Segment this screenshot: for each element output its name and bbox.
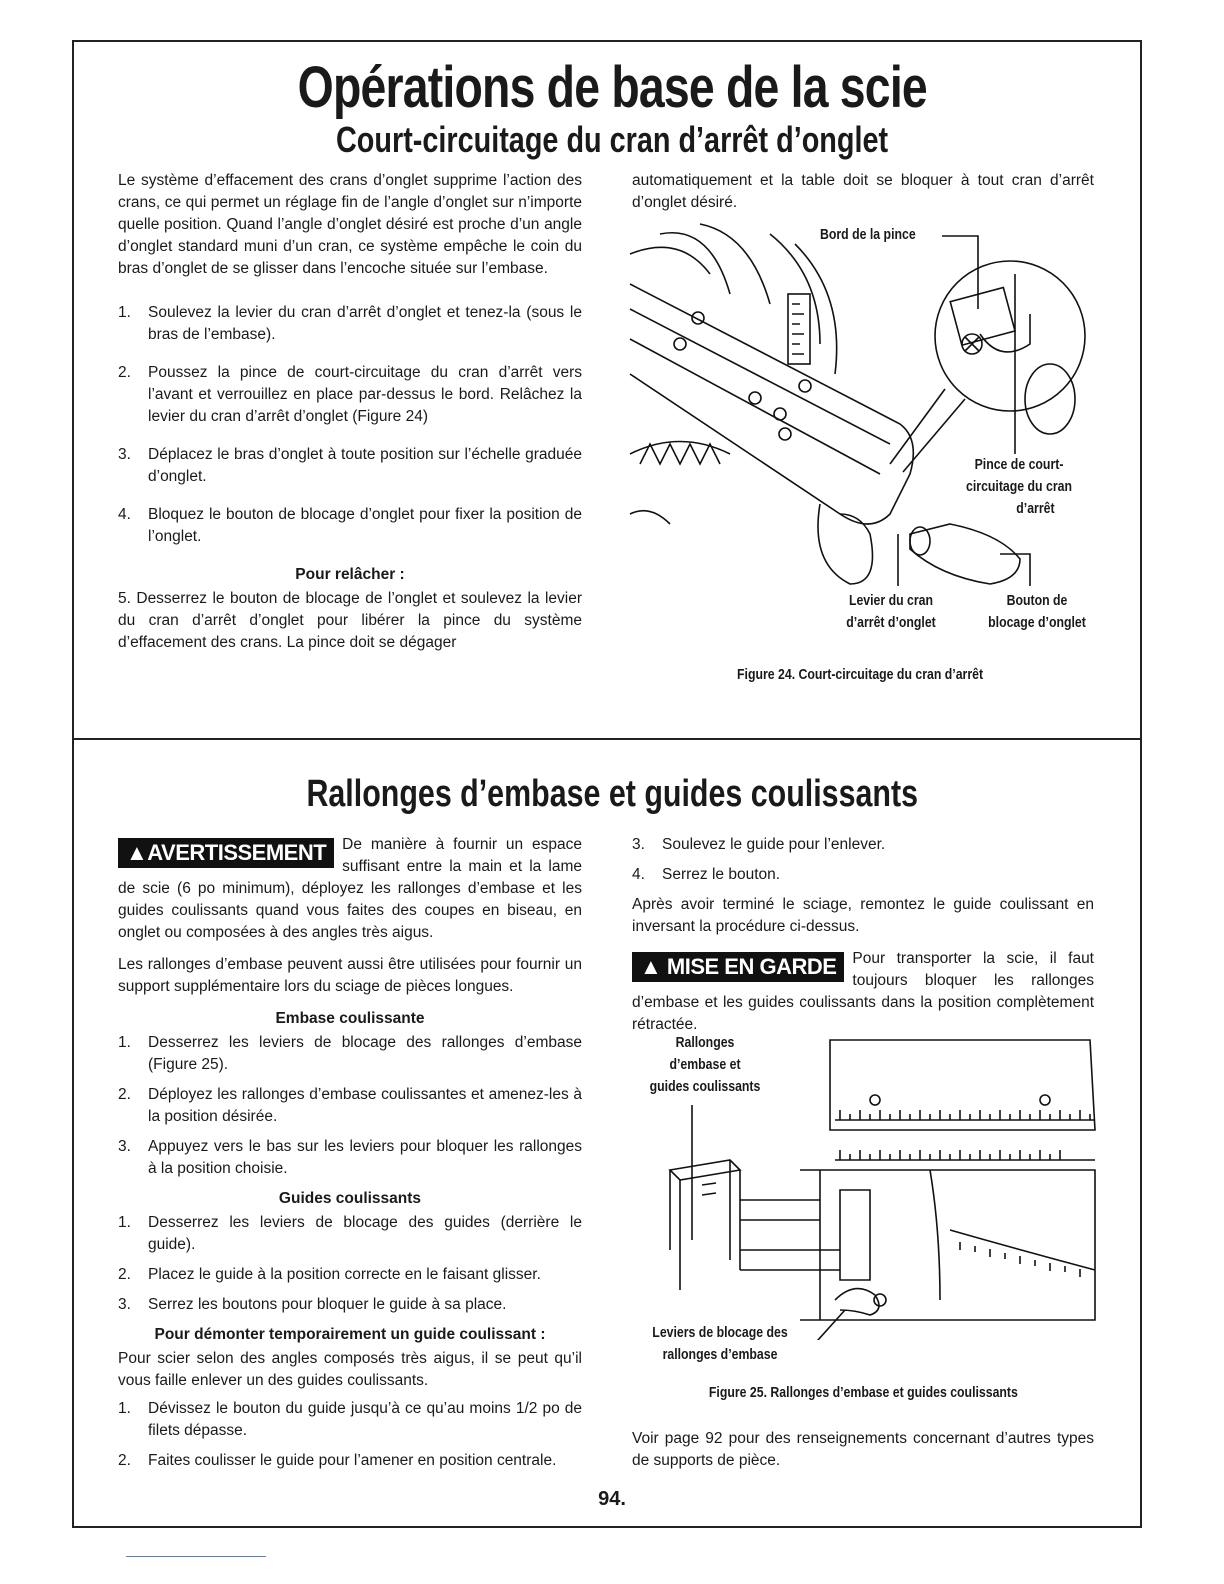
- release-step: 5. Desserrez le bouton de blocage de l’onglet et soulevez la levier du cran d’arrêt d’onglet pour libérer la pince du système d’effacement des crans. La pince doit se dégager: [118, 590, 582, 651]
- section1-left-column: [118, 170, 582, 664]
- label-extensions: Rallonges d’embase et guides coulissants: [649, 1034, 761, 1095]
- embase-heading: Embase coulissante: [275, 1010, 425, 1027]
- label-detent-lever: Levier du cran d’arrêt d’onglet: [846, 592, 936, 631]
- guides-heading: Guides coulissants: [278, 1190, 422, 1207]
- caution-badge: ▲ MISE EN GARDE: [632, 952, 844, 982]
- after-text: Après avoir terminé le sciage, remontez le guide coulissant en inversant la procédure ci-dessus.: [632, 896, 1094, 935]
- remove-intro: Pour scier selon des angles composés très aigus, il se peut qu’il vous faille enlever un des guides coulissants.: [118, 1350, 582, 1389]
- section2-left-column: [118, 834, 582, 1480]
- extensions-para: Les rallonges d’embase peuvent aussi être utilisées pour fournir un support supplémentaire lors du sciage de pièces longues.: [118, 956, 582, 995]
- section-divider: [72, 738, 1142, 740]
- caution-text: Pour transporter la scie, il faut toujours bloquer les rallonges d’embase et les guides coulissants dans la position complètement rétractée.: [632, 950, 1094, 1033]
- label-clip-edge: Bord de la pince: [820, 226, 916, 243]
- section2-heading: Rallonges d’embase et guides coulissants: [306, 773, 918, 815]
- section1-intro: Le système d’effacement des crans d’onglet supprime l’action des crans, ce qui permet un réglage fin de l’angle d’onglet sur n’importe quelle position. Quand l’angle d’onglet désiré est proche d’un angle d’onglet standard muni d’un cran, ce système empêche le coin du bras d’onglet de se glisser dans l’encoche située sur l’embase.: [118, 172, 582, 277]
- list-item: 3. Soulevez le guide pour l’enlever.: [632, 836, 886, 853]
- release-heading: Pour relâcher :: [295, 566, 405, 583]
- figure-24-caption: Figure 24. Court-circuitage du cran d’arrêt: [736, 666, 984, 683]
- list-item: 1. Soulevez la levier du cran d’arrêt d’onglet et tenez-la (sous le bras de l’embase).: [118, 304, 582, 343]
- list-item: 4. Serrez le bouton.: [632, 866, 781, 883]
- list-item: 1. Desserrez les leviers de blocage des rallonges d’embase (Figure 25).: [118, 1034, 582, 1073]
- warning-badge: ▲AVERTISSEMENT: [118, 838, 334, 868]
- section1-heading: Court-circuitage du cran d’arrêt d’onglet: [335, 119, 889, 160]
- page-title: Opérations de base de la scie: [297, 55, 927, 120]
- continuation-text: automatiquement et la table doit se bloquer à tout cran d’arrêt d’onglet désiré.: [632, 172, 1094, 211]
- figure-24-illustration: [620, 214, 1100, 594]
- list-item: 2. Placez le guide à la position correcte en le faisant glisser.: [118, 1266, 541, 1283]
- link-underline: [126, 1556, 266, 1557]
- list-item: 2. Déployez les rallonges d’embase coulissantes et amenez-les à la position désirée.: [118, 1086, 582, 1125]
- list-item: 2. Poussez la pince de court-circuitage du cran d’arrêt vers l’avant et verrouillez en place par-dessus le bord. Relâchez la levier du cran d’arrêt d’onglet (Figure 24): [118, 364, 582, 425]
- warning-paragraph: [118, 834, 582, 944]
- remove-heading: Pour démonter temporairement un guide coulissant :: [154, 1326, 546, 1343]
- list-item: 3. Serrez les boutons pour bloquer le guide à sa place.: [118, 1296, 507, 1313]
- list-item: 4. Bloquez le bouton de blocage d’onglet pour fixer la position de l’onglet.: [118, 506, 582, 545]
- label-override-clip: Pince de court- circuitage du cran d’arrêt: [966, 456, 1072, 517]
- see-page-note: Voir page 92 pour des renseignements concernant d’autres types de supports de pièce.: [632, 1430, 1094, 1469]
- list-item: 1. Desserrez les leviers de blocage des guides (derrière le guide).: [118, 1214, 582, 1253]
- label-extension-levers: Leviers de blocage des rallonges d’embase: [652, 1324, 788, 1363]
- warning-text: De manière à fournir un espace suffisant entre la main et la lame de scie (6 po minimum), déployez les rallonges d’embase et les guides coulissants quand vous faites des coupes en biseau, en onglet ou composées à des angles très aigus.: [118, 836, 582, 941]
- list-item: 3. Déplacez le bras d’onglet à toute position sur l’échelle graduée d’onglet.: [118, 446, 582, 485]
- list-item: 1. Dévissez le bouton du guide jusqu’à ce qu’au moins 1/2 po de filets dépasse.: [118, 1400, 582, 1439]
- list-item: 3. Appuyez vers le bas sur les leviers pour bloquer les rallonges à la position choisie.: [118, 1138, 582, 1177]
- figure-25-caption: Figure 25. Rallonges d’embase et guides coulissants: [708, 1384, 1018, 1401]
- label-lock-knob: Bouton de blocage d’onglet: [988, 592, 1086, 631]
- list-item: 2. Faites coulisser le guide pour l’amener en position centrale.: [118, 1452, 557, 1469]
- section2-right-column: [632, 834, 1094, 1046]
- page-number: 94.: [598, 1488, 626, 1510]
